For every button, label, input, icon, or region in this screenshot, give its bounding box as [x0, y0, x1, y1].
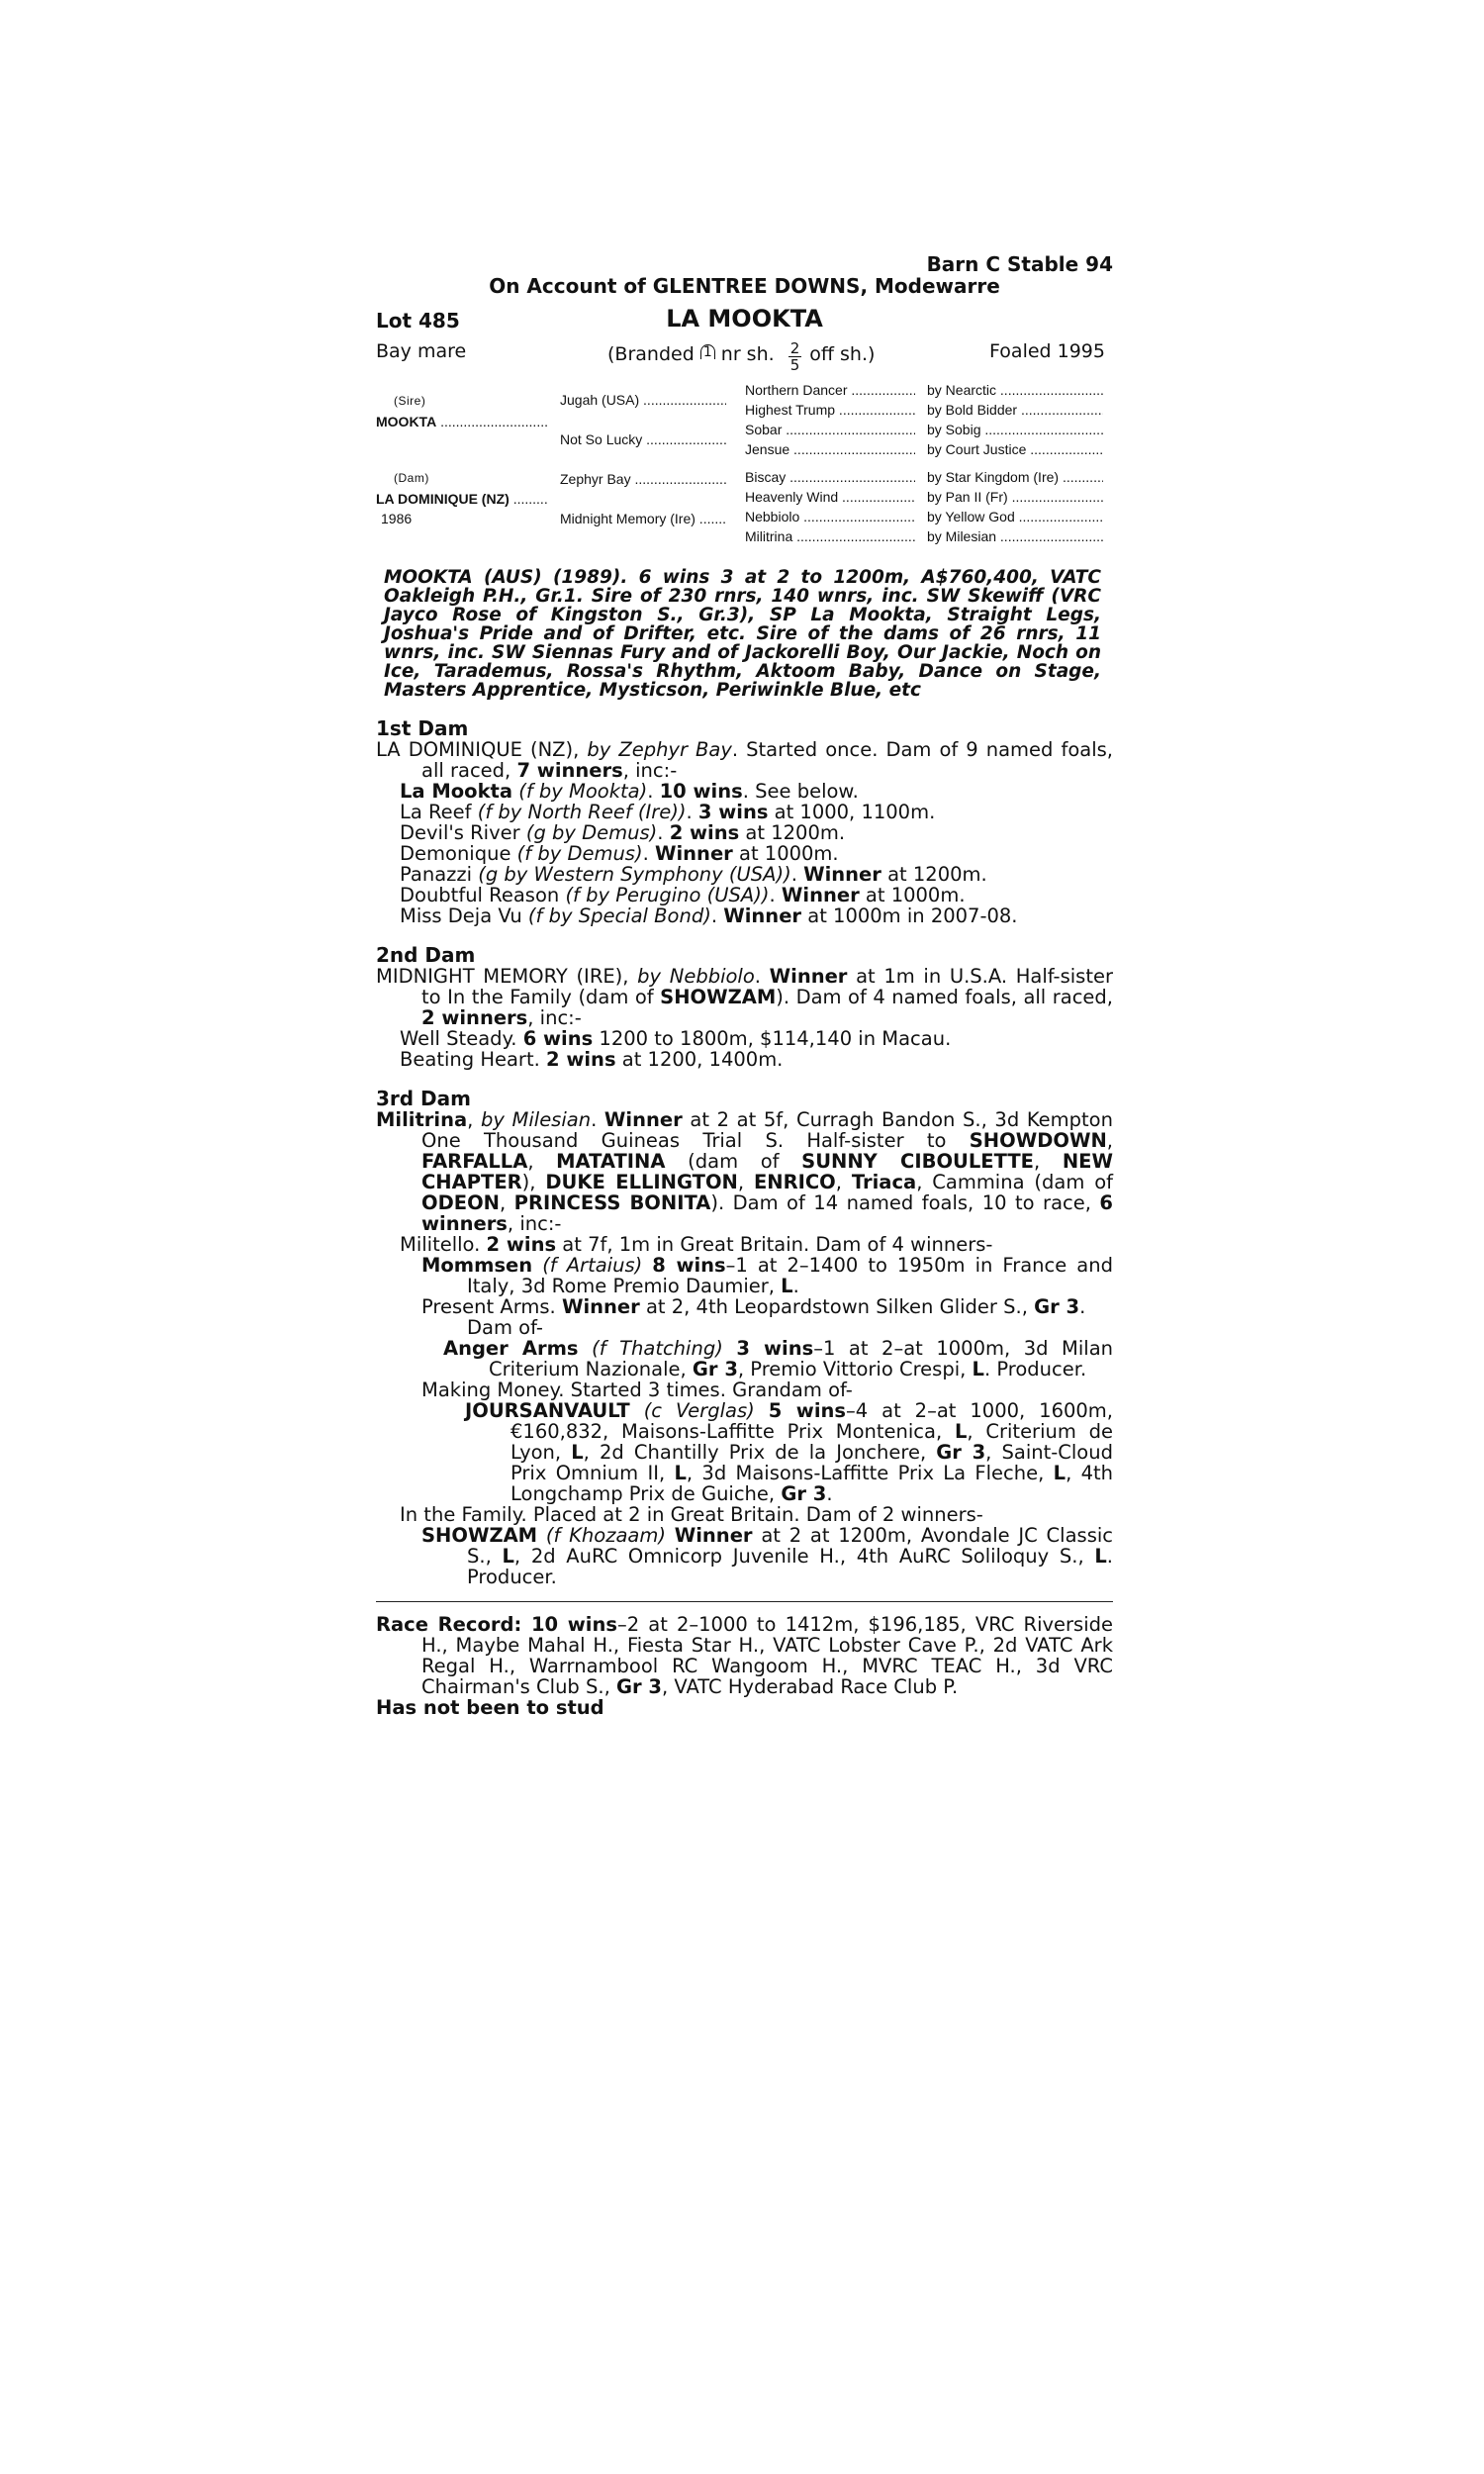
- brand-fraction: $\frac{2}{5}$: [789, 339, 800, 374]
- horse-name: LA MOOKTA: [666, 305, 823, 333]
- foal-entry: Present Arms. Winner at 2, 4th Leopardstown Silken Glider S., Gr 3. Dam of-: [421, 1295, 1086, 1339]
- foal-entry: Devil's River (g by Demus). 2 wins at 1200m.: [400, 821, 846, 844]
- dam-year: 1986: [381, 511, 413, 526]
- pedigree-g3: Northern Dancer .....: [745, 382, 915, 398]
- pedigree-g4: by Yellow God .....: [927, 509, 1103, 524]
- lot-header: [376, 303, 1113, 336]
- foal-entry: Doubtful Reason (f by Perugino (USA)). Winner at 1000m.: [400, 884, 966, 906]
- pedigree-g4: by Sobig .....: [927, 422, 1103, 437]
- foal-entry: Beating Heart. 2 wins at 1200, 1400m.: [400, 1048, 784, 1071]
- foal-entry: Mommsen (f Artaius) 8 wins–1 at 2–1400 to 1950m in France and Italy, 3d Rome Premio Daumier, L.: [421, 1254, 1113, 1297]
- pedigree-g3: Heavenly Wind .....: [745, 489, 915, 505]
- dam-label: (Dam): [394, 471, 429, 485]
- first-dam-section: [376, 717, 1113, 926]
- foal-entry: Well Steady. 6 wins 1200 to 1800m, $114,140 in Macau.: [400, 1027, 952, 1050]
- pedigree-g4: by Bold Bidder .....: [927, 402, 1103, 418]
- foal-entry: SHOWZAM (f Khozaam) Winner at 2 at 1200m, Avondale JC Classic S., L, 2d AuRC Omnicorp Juvenile H., 4th AuRC Soliloquy S., L. Producer.: [421, 1524, 1113, 1588]
- sire-summary: MOOKTA (AUS) (1989). 6 wins 3 at 2 to 1200m, A$760,400, VATC Oakleigh P.H., Gr.1. Sire of 230 rnrs, 140 wnrs, inc. SW Skewiff (VRC Jayco Rose of Kingston S., Gr.3), SP La Mookta, Straight Legs, Joshua's Pride and of Drifter, etc. Sire of the dams of 26 rnrs, 11 wnrs, inc. SW Siennas Fury and of Jackorelli Boy, Our Jackie, Noch on Ice, Tarademus, Rossa's Rhythm, Aktoom Baby, Dance on Stage, Masters Apprentice, Mysticson, Periwinkle Blue, etc: [384, 567, 1101, 701]
- third-dam-heading: 3rd Dam: [376, 1087, 471, 1110]
- section-divider: [376, 1601, 1113, 1602]
- second-dam-heading: 2nd Dam: [376, 943, 476, 967]
- colour-sex: Bay mare: [376, 340, 467, 362]
- horse-details: [376, 336, 1113, 378]
- pedigree-g4: by Pan II (Fr) .....: [927, 489, 1103, 505]
- brand-mark-icon: 1: [700, 344, 715, 359]
- pedigree-g3: Jensue .....: [745, 441, 915, 457]
- race-record: Race Record: 10 wins–2 at 2–1000 to 1412m, $196,185, VRC Riverside H., Maybe Mahal H., Fiesta Star H., VATC Lobster Cave P., 2d VATC Ark Regal H., Warrnambool RC Wangoom H., MVRC TEAC H., 3d VRC Chairman's Club S., Gr 3, VATC Hyderabad Race Club P.: [376, 1613, 1113, 1698]
- pedigree-table: [376, 378, 1113, 552]
- race-record-section: [376, 1614, 1113, 1718]
- foal-entry: Miss Deja Vu (f by Special Bond). Winner at 1000m in 2007-08.: [400, 904, 1018, 927]
- foal-entry: Panazzi (g by Western Symphony (USA)). Winner at 1200m.: [400, 863, 987, 886]
- foal-entry: La Reef (f by North Reef (Ire)). 3 wins at 1000, 1100m.: [400, 801, 936, 823]
- pedigree-g3: Militrina .....: [745, 528, 915, 544]
- pedigree-g3: Biscay .....: [745, 469, 915, 485]
- foaled-year: Foaled 1995: [989, 340, 1105, 362]
- vendor-account: On Account of GLENTREE DOWNS, Modewarre: [489, 274, 1000, 298]
- pedigree-g3: Sobar .....: [745, 422, 915, 437]
- pedigree-g2: Zephyr Bay .....: [560, 471, 726, 487]
- brand-description: (Branded 1 nr sh. $\frac{2}{5}$ off sh.): [607, 339, 876, 374]
- second-dam-section: [376, 944, 1113, 1070]
- first-dam-heading: 1st Dam: [376, 716, 469, 740]
- foal-entry: Making Money. Started 3 times. Grandam of-: [421, 1379, 853, 1401]
- foal-entry: Anger Arms (f Thatching) 3 wins–1 at 2–at 1000m, 3d Milan Criterium Nazionale, Gr 3, Premio Vittorio Crespi, L. Producer.: [443, 1337, 1113, 1380]
- lot-number: Lot 485: [376, 309, 460, 333]
- pedigree-g2: Midnight Memory (Ire) .....: [560, 511, 726, 526]
- pedigree-g2: Jugah (USA) .....: [560, 392, 726, 408]
- sire-name: MOOKTA .....: [376, 414, 549, 429]
- catalogue-page: [376, 253, 1113, 1718]
- pedigree-g3: Highest Trump .....: [745, 402, 915, 418]
- sire-label: (Sire): [394, 394, 426, 408]
- pedigree-g3: Nebbiolo .....: [745, 509, 915, 524]
- stud-status: Has not been to stud: [376, 1696, 604, 1719]
- pedigree-g2: Not So Lucky .....: [560, 431, 726, 447]
- pedigree-g4: by Nearctic .....: [927, 382, 1103, 398]
- third-dam-section: [376, 1088, 1113, 1587]
- pedigree-g4: by Milesian .....: [927, 528, 1103, 544]
- foal-entry: JOURSANVAULT (c Verglas) 5 wins–4 at 2–at 1000, 1600m, €160,832, Maisons-Laffitte Prix Montenica, L, Criterium de Lyon, L, 2d Chantilly Prix de la Jonchere, Gr 3, Saint-Cloud Prix Omnium II, L, 3d Maisons-Laffitte Prix La Fleche, L, 4th Longchamp Prix de Guiche, Gr 3.: [465, 1399, 1114, 1505]
- foal-entry: In the Family. Placed at 2 in Great Britain. Dam of 2 winners-: [400, 1503, 983, 1526]
- foal-entry: Demonique (f by Demus). Winner at 1000m.: [400, 842, 839, 865]
- foal-entry: La Mookta (f by Mookta). 10 wins. See below.: [400, 780, 859, 803]
- third-dam-intro: Militrina, by Milesian. Winner at 2 at 5f, Curragh Bandon S., 3d Kempton One Thousand Guineas Trial S. Half-sister to SHOWDOWN, FARFALLA, MATATINA (dam of SUNNY CIBOULETTE, NEW CHAPTER), DUKE ELLINGTON, ENRICO, Triaca, Cammina (dam of ODEON, PRINCESS BONITA). Dam of 14 named foals, 10 to race, 6 winners, inc:-: [376, 1108, 1113, 1235]
- pedigree-g4: by Court Justice .....: [927, 441, 1103, 457]
- dam-name: LA DOMINIQUE (NZ) .....: [376, 491, 549, 507]
- foal-entry: Militello. 2 wins at 7f, 1m in Great Britain. Dam of 4 winners-: [400, 1233, 993, 1256]
- pedigree-g4: by Star Kingdom (Ire) .....: [927, 469, 1103, 485]
- barn-location: Barn C Stable 94: [926, 252, 1113, 276]
- first-dam-intro: LA DOMINIQUE (NZ), by Zephyr Bay. Started once. Dam of 9 named foals, all raced, 7 winners, inc:-: [376, 738, 1113, 782]
- second-dam-intro: MIDNIGHT MEMORY (IRE), by Nebbiolo. Winner at 1m in U.S.A. Half-sister to In the Family (dam of SHOWZAM). Dam of 4 named foals, all raced, 2 winners, inc:-: [376, 965, 1113, 1029]
